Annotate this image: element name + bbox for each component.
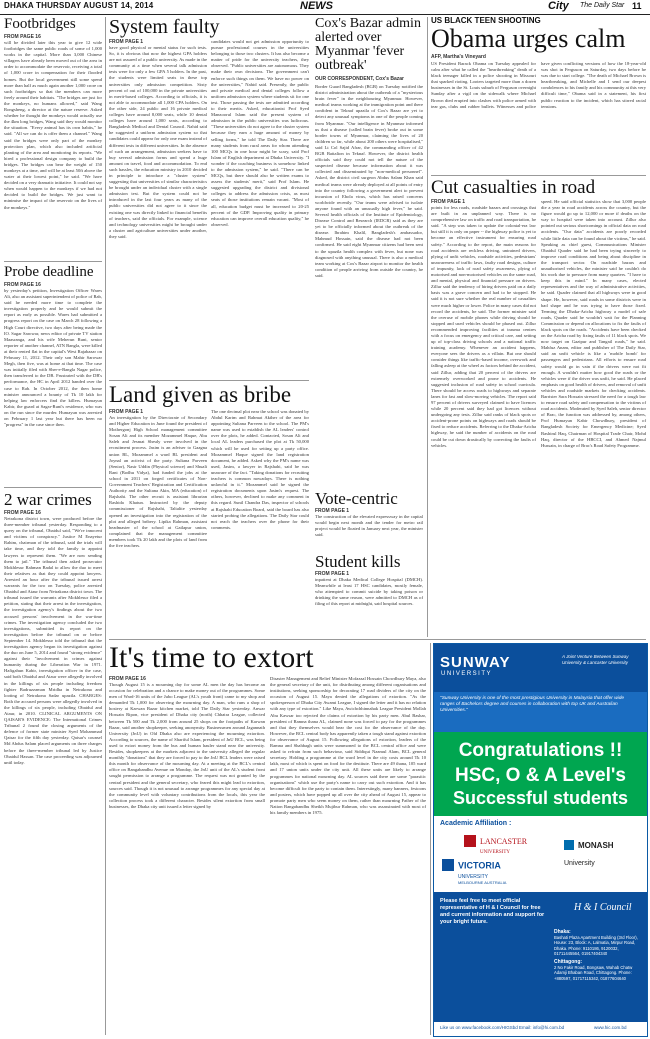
vote-centric-kicker: FROM PAGE 1 — [315, 508, 350, 514]
sunway-logo: SUNWAY — [440, 654, 511, 671]
lancaster-crest-icon — [464, 835, 476, 847]
congrats-headline: HSC, O & A Level's — [455, 765, 626, 786]
victoria-logo — [442, 856, 542, 885]
divider — [431, 175, 646, 176]
system-faulty-article — [109, 17, 309, 377]
ad-header-band — [434, 644, 647, 692]
coxs-bazar-article — [315, 17, 423, 487]
footbridges-body: will be divided later this year to give 12 wide footbridges the same public roads of some of 1,000 works in the capital. More than 3,000 Chinese villagers have already been moved out of the area in order to accommodate the reservoir, receiving a total of 1,000 crore in compensation for their flooded homes. But the local government still some spend more than half as much again another 1,000 crore on such footbridges so that the members can more freely around their habitats. "The bridges are just for the monkeys, no humans allowed," said Wang Rongsheng, a director at the nature reserve. Asked whether he thought the monkeys would actually use the 4km long bridges, Wang said they would monitor the situation. "Every animal has its own habits," he said. "All we can do is offer them a channel." Wang said the bridges were only part of the monkey protection plan, which also included artificial planting of the area and monitoring its reports. "We hired a professional design company to build the bridges. The bridges can bear the weight of 150 monkeys at a time, and will be at least 50ft above the water at their lowest point," he said. "We have decided on a very dramatic initiative. It could not say when would happen to the monkeys if we had not decided to build the bridges. We just want to minimise the impact of the reservoir on the lives of the monkeys." — [4, 40, 102, 210]
cut-casualties-article — [431, 178, 646, 638]
ad-social-link[interactable]: Like us on www.facebook.com/HIGSbd Email: info@hi.com.bd — [440, 1025, 565, 1030]
victoria-location: MELBOURNE AUSTRALIA — [458, 880, 507, 885]
student-kills-kicker: FROM PAGE 1 — [315, 571, 350, 577]
probe-kicker: FROM PAGE 16 — [4, 282, 41, 288]
divider — [4, 261, 102, 262]
land-bribe-kicker: FROM PAGE 1 — [109, 409, 144, 415]
extort-body: Though August 15 is a mourning day for some AL men the day has become an occasion for celebration and a chance to make money out of the programmes. Some men of Ward-16 units of the Jubo League (AL's youth front) came to my shop and demanded Tk 1,000 for observing the mourning day. A man, who runs a shop of hosiery at Karwan Bazar kitchen market, told The Daily Star yesterday. Anwar Hossain Ripon, vice president of Dhaka city (north) Chhatra League, collected between Tk 500 and Tk 2,000 from around 25 shops on the footpaths of Karwan Bazar, said another shopkeeper, seeking anonymity. Businessmen around Jagannath University (JnU) in Old Dhaka also are experiencing the mourning extortion. According to sources, the name of Shariful Islam, president of JnU BCL, was being used to extort money from the bus and human hauler stand near the university. Besides, shopkeepers at the markets adjacent to the university alleged the regular monthly "donations" that they are forced to pay to the JnU BCL leaders were raised this month for observance of the mourning day. At a meeting at the BCL's central office on Bangabandhu Avenue on Monday, the JnU unit of the AL's student front sought permission to arrange a programme. The request was not granted by the central president and the general secretary, who feared this might lead to extortion, sources said. Though it is not unusual to arrange programmes for any special day at the community level with voluntary contributions from the locals, this year the collection process took a different character. Besides silent extortion from small businesses, the Dhaka city unit issued a letter signed by — [109, 682, 265, 809]
student-kills-article — [315, 553, 423, 628]
land-bribe-article — [109, 383, 309, 635]
victoria-name: VICTORIA — [458, 860, 501, 871]
ad-congrats-band — [434, 732, 647, 816]
contact-invitation: Please feel free to meet official representative of H & I Council for free and current information and support for your bright future. — [440, 898, 545, 925]
congrats-text: Congratulations !! — [458, 740, 623, 761]
monash-name: MONASH — [578, 840, 614, 850]
footbridges-kicker: FROM PAGE 16 — [4, 34, 41, 40]
dateline: DHAKA THURSDAY AUGUST 14, 2014 — [4, 1, 154, 10]
vote-centric-article — [315, 490, 423, 552]
divider — [109, 380, 309, 381]
monash-logo — [564, 836, 644, 872]
monash-crest-icon — [564, 840, 574, 850]
system-faulty-title: System faulty — [109, 16, 220, 38]
column-left — [4, 16, 102, 765]
victoria-crest-icon — [442, 859, 454, 871]
sunway-logo-sub: UNIVERSITY — [441, 671, 493, 677]
divider — [4, 487, 102, 488]
lancaster-sub: UNIVERSITY — [480, 850, 510, 855]
obama-article — [431, 17, 646, 172]
section-city: City — [548, 0, 569, 12]
war-crimes-body: Netrakona district town, were produced before the three-member tribunal yesterday. Responding to a query on the tribunal, Obaidul said, "We're innocent and victims of conspiracy." Justice M Enayetur Rahim, chairman of the tribunal, said the trials will take time, and they told the family to appoint lawyers to represent them. "We are now sending them to jail." The tribunal then asked prosecutor Mokhlesur Rahman Badal to allow the duo to meet their relatives as that they could appoint lawyers. Arrested an hour after the tribunal issued arrest warrants for the two on Tuesday, police arrested Obaidul and Ataur from Netrakona district town. The tribunal issued the warrants after Mokhlesur filed a petition, stating that their arrest in the investigation, the investigation agency's findings about the two accused persons' involvement in the war-time crimes. The investigation agency concluded the two investigations, submitted its report on the investigation before the tribunal on or before September 14. Mokhlesur told the tribunal that the investigation agency began its investigation against the duo on June 5, 2014 and found "strong evidence" against their "involvement in crimes against humanity during the Liberation War in 1971. Hafigahun Kabir, investigation officer in the case, said both Obaidul and Ataur were allegedly involved in the killings of six people including freedom fighter Badruzzaman Mridha in Netrakona and looting of Netrakona Sadar upazila. CHARGES: Both the accused persons were allegedly involved in the killings of six people, including Obaidul and Ataur, in 2010. CLINICAL ARGUMENTS ON QAISAR'S EVIDENCE: The International Crimes Tribunal 2 found the closing arguments of the defence of former state minister Syed Mohammad Qaisar for the fifth day yesterday. Qaisar's counsel Md Abdus Salam placed arguments on three charges before the three-member tribunal led by Justice Obaidul Hassan. The case proceeding was adjourned until today. — [4, 516, 102, 765]
student-kills-title: Student kills — [315, 552, 401, 571]
sunway-advertisement — [433, 643, 648, 1037]
column-rule — [105, 17, 106, 1035]
probe-body: by yesterday's petition, Investigation Officer Wares Ali, also an assistant superintendent of police of Rab, said he needed more time to complete the investigation properly and he would submit the report as early as possible. Wares had submitted a progress report on the case on March 28 following a High Court directive, two days after being made the IO. Sagar Sarowar, news editor of private TV station Maasranga, and his wife Meherun Runi, senior reporter of another channel, ATN Bangla, were killed at their rented flat in the capital's West Rajabazar on February 11, 2012. Their only son Mahir Sarowar Megh, then five, was at home at that time. The case was initially filed with Sher-e-Bangla Nagar police, then transferred to the DB. Frustrated with the DB's performance, the HC in April 2012 handed over the case to Rab. In October 2012, the then home minister announced a bounty of Tk 10 lakh for helping law enforcers find the killers. Humayun Kabir, the guard at Sagar-Runi's residence, who was on the run since the murder. Humayun was arrested on February 1 last year but there has been no "progress" in the case since then. — [4, 288, 102, 428]
coxs-bazar-byline: OUR CORRESPONDENT, Cox's Bazar — [315, 76, 404, 82]
page-number: 11 — [632, 1, 642, 11]
land-bribe-title: Land given as bribe — [109, 382, 292, 407]
hi-council-logo: H & I Council — [574, 902, 632, 913]
land-bribe-body: An investigation by the Directorate of Secondary and Higher Education in June found the president of Mothergonj High School management committee Sosan Ali and its member Mozammel Haque, Abu Saleh and Jesmat Sheuly were involved in the recruitment process. Jasim is an adviser to Gaagna union BL, Mozammel a ward BL president and Joynal an activist of the party. Sultana Parveen (Senior), Nasir Uddin (Physical science) and Shuali Rani (Bodhu Vidya), had funded the jobs at the school in 2011 on forged certificates of Non-Government Teachers' Registration and Certification Authority and the Sultana Akin, MA (education) of Rajshahi. The other recruit is assistant librarian Rashida Khatun. Instructed by the deputy commissioner of Rajshahi, Taltalite yesterday opened an investigation into the registration of the plot and alleged bribery. Lipika Rahman, assistant headmaster of the school at Gailapur union, complained that the management committee members took Tk 20 lakh and the plots of land from the five teachers. — [109, 415, 207, 548]
probe-title: Probe deadline — [4, 264, 94, 280]
cut-casualties-kicker: FROM PAGE 1 — [431, 199, 466, 205]
column-rule — [430, 643, 431, 1035]
obama-body: US President Barack Obama on Tuesday appealed for calm after what he called the "heartbreaking" death of a black teenager killed in a police shooting in Missouri that sparked rioting. Looters targeted more than a dozen businesses in the St. Louis suburb of Ferguson overnight Sunday after a vigil on the sidewalk where Michael Brown died erupted into clashes with police armed with tear gas, clubs and rubber bullets. Witnesses and police have given conflicting versions of how the 18-year-old was shot in Ferguson on Saturday, two days before he was due to start college. "The death of Michael Brown is heartbreaking, and Michelle and I send our deepest condolences to his family and his community at this very difficult time," Obama said in a statement, his first public reaction to the incident, which has stirred racial tensions. — [431, 61, 646, 109]
obama-kicker: US BLACK TEEN SHOOTING — [431, 16, 541, 25]
ad-footer — [434, 1022, 647, 1036]
chittagong-label: Chittagong: — [554, 959, 583, 966]
dhaka-office — [554, 930, 644, 981]
cut-casualties-body: points for less roads, roadside bazars and crossings that are built in an unplanned way. There is no comprehensive law on traffic and road transportation, he said. "A step was taken to update the colonial-era law but still it is only on paper -- the highway police is yet to become an effective instrument for ensuring road safety." According to the report, the main reasons for road accidents are reckless driving, untrained drivers, plying of unfit vehicles, roadside activities, pedestrians' unawareness of traffic laws, faulty road designs, culture of impunity, lack of road safety awareness, plying of motorised and non-motorised vehicles on the same road, and mental, physical and financial pressure on drivers. Zillur said the tendency of hiring drivers paid on a daily basis was a grave concern and had to be stopped. He said it is not sure whether the real number of casualties were much higher or lower. Police in many cases did not record the accidents, he said. The former minister said the overuse of mobile phones while driving should be stopped and used vehicles should be phased out. Zillur recommended improving facilities at trauma centres with a focus on emergency and critical care, and setting up of top-class driving schools and a national traffic training academy. Whenever an accident happens, everyone sees the drivers as a villain. But one should consider things like traffic-based income, overwork and falling asleep at the wheel as factors behind the accident, said Zillur, adding that 20 percent of the drivers are extremely overworked and prone to accidents. He suggested inclusion of road safety in school curricula. There should be access roads to highways and separate lanes for fast and slow-moving vehicles. The report said 97 percent of drivers surveyed claimed to have licences while 20 percent said they had got licences without undergoing any tests. Zillur said ranks of black spots or accident-prone points on highways and roads should be fixed to reduce accidents. Referring to the Dhaka-Aricha highway, he said the number of accidents on the road could be cut down drastically by correcting the faults of vehicles. — [431, 205, 536, 448]
page-header — [0, 0, 650, 15]
vote-centric-body: The construction of the elevated expressway in the capital would begin next month and the tender for metro rail project would be floated in January next year, the minister said. — [315, 514, 423, 538]
footbridges-title: Footbridges — [4, 16, 76, 32]
dhaka-label: Dhaka: — [554, 929, 571, 935]
student-kills-body: inpatient at Dhaka Medical College Hospital (DMCH). Meanwhile at least 17 HSC candidates, mostly female, who attempted to commit suicide by taking poison or drinking the same reason, were admitted to DMCH as of filing of this report at midnight, said hospital sources. — [315, 577, 423, 607]
monash-sub: University — [564, 859, 595, 867]
victoria-sub: UNIVERSITY — [458, 874, 489, 880]
land-bribe-body-cont: The one decimal plot near the school was donated by Abdul Karim and Rahmat Akther of the area for appointing Sultana Parveen to the school. The PM's name was used to establish the AL leaders' control over the plots, he added. Contacted, Sosan Ali and local AL leaders purchased the plot at Tk 50,000 which will be used for setting up a party office. Mozammel Haque signed the land registration document, he added. Asked why the PM's name was used, Jasim, a lawyer in Rajshahi, said he was unaware of the fact. "Taking donations for recruiting teachers is common nowadays. There is nothing unlawful in it." Mozammel said he signed the registration documents upon Jasim's request. The others, however, declined to make any comment in this regard. Sunil Chandra Das, inspector of schools at Rajshahi Education Board, said the board has also started probing the allegations. The Daily Star could not reach the teachers over the phone for their comments. — [211, 409, 309, 530]
system-faulty-kicker: FROM PAGE 1 — [109, 39, 144, 45]
coxs-bazar-body: Border Guard Bangladesh (BGB) on Tuesday notified the district administration about the outbreak of a "mysterious brain fever" in the neighbouring Myanmar. However, medical teams working at the immigration point and there confident in Teknaf upazila of Cox's Bazar are yet to detect any unusual symptoms in one of the people coming from Myanmar. "Our intelligence in Myanmar informed us that a disease (called brain fever) broke out in some border towns of Myanmar, claiming the lives of 20 children so far, while about 200 others were hospitalised," said Lt Col Sajid Afrar, the commanding officer of 42 BGB Battalion in Teknaf. However, the district health officials said they could not tell the nature of the suspected disease because information about it was collected and disseminated by "non-medical personnel". Asked, the district civil surgeon Abdus Salam Khan said medical teams were already deployed at all points of entry into the country following a government alert to prevent incursion of Ebola virus, which has raised concerns worldwide recently. "Our teams were advised to isolate anyone found with an unusually high fever," he said. Several health officials of the Institute of Epidemiology, Disease Control and Research (IEDCR) said as they are yet to be officially informed about the outbreak of the disease. Ibrahim Khalil, Bangladesh's ambassador, Mahmud Hossain, said the disease had not been confirmed. He said eight Myanmar citizens had been sent to the upazila health complex with fever, but none was diagnosed with anything unusual. There is also a medical team working at Cox's Bazar airport to monitor the health condition of people arriving from outside the country, he said. — [315, 84, 423, 278]
dhaka-address: Bashati Plaza Apartment Building (3rd Floor), House: 23, Block: A, Lalmatia, Mirpur Road, Dhaka. Phone: 9110186, 9120032, 01711445564, 01917404340 — [554, 935, 638, 956]
divider — [109, 639, 646, 640]
cut-casualties-title: Cut casualties in road — [431, 177, 596, 198]
war-crimes-title: 2 war crimes — [4, 490, 92, 509]
masthead-brand: The Daily Star — [580, 2, 625, 9]
lancaster-name: LANCASTER — [480, 836, 528, 846]
coxs-bazar-title: Cox's Bazar admin alerted over Myanmar 'fever outbreak' — [315, 16, 421, 73]
extort-title: It's time to extort — [109, 641, 314, 674]
system-faulty-body-cont: candidates would not get admission opportunity to pursue professional courses in the universities belonging to those two clusters. It has also become a matter of pride for the university teachers, they observed. "Public universities are autonomous. They make their own decisions. The government can't enforce such things on them. We have no power on the universities," Nahid said. Presently, the public and private medical and dental colleges follow a uniform admission system where students sit for one test. Those passing the tests are admitted according to their merits. Asked, educationist Prof Syed Manzoorul Islam said the present system of admission in the public universities was ludicrous. "These universities do not agree to the cluster system because they earn a huge amount of money by selling forms," he told The Daily Star. There are many students from rural areas for whom attending 100 MCQs in one hour might be scary, said Prof Islam of English department at Dhaka University. "I wonder if the coaching business is somehow linked to the admission system," he said. "There can be MCQs, but there should also be written exams to assess the students' merit," said Prof Islam. He suggested upgrading the district and divisional colleges to address the admission crisis, as most seats of those institutions remain vacant. "Most of all, education budget must be increased to 20-25 percent of the GDP. Improving quality in primary education can improve overall education quality," he observed. — [211, 39, 309, 227]
cut-casualties-body-cont: speed. He said official statistics show that 3,000 people die a year in road accidents across the country, but the figure would go up to 12,000 or more if deaths on the way to hospital were taken into account. Zillur also pointed out serious shortcomings in official data on road accidents. "Our data" accidents are poorly recorded while little data can be found about the victims," he said. Speaking as chief guest, Communications Minister Obaidul Quader said he had been trying sincerely to improve road conditions and being about discipline in the transport sector. On roadside bazars and unauthorised vehicles, the minister said he couldn't do his work due to pressure from many quarters. "I have to keep this in mind." In many cases, elected representatives and the way of administrative activities, he said. Quader claimed that all highways were in good shape. He, however, said roads in some districts were in bad shape and he was trying to have those fixed. Terming the Dhaka-Aricha highway a model of safe roads, Quader said he wouldn't wait for the Planning Commission or depend on allocations to fix the faults of black spots on the roads. "Accidents have been checked on the Aricha road by fixing faults of 11 black spots. We now target on Gazipur and Tangail roads," he said. Mahfuz Anam, editor and publisher of The Daily Star, said an unfit vehicle is like a 'mobile bomb' for passengers and pedestrians. All efforts to ensure road safety would go in vain if the drivers were not fit enough. A wouldn't matter how good the roads or the vehicles were if the driver was unfit, he said. He placed emphasis on good health of drivers, and removal of unfit vehicles and roadside markets for checking accidents. Barrister Sara Hossain stressed the need for a tough law to ensure road safety and compensation to the victims of road accidents. Moderated by Syed Saleh, senior director of Brac, the function was addressed by, among others, Prof Humayun Kabir Chowdhury, president of Bangladesh Society for Emergency Medicine; Syed Bashirul Haq, Chairman of Hospital Trade Chair, Mohd Haq, director of the HBCCI, and Ahmed Najmul Hussain, in charge of Brac's Road Safety Programme. — [541, 199, 646, 448]
sunway-tagline: A Joint Venture Between Sunway University & Lancaster University — [562, 654, 629, 665]
congrats-headline2: Successful students — [452, 788, 629, 808]
extort-article — [109, 643, 427, 1035]
section-news: NEWS — [300, 0, 333, 12]
obama-byline: AFP, Martha's Vineyard — [431, 54, 486, 60]
obama-title: Obama urges calm — [431, 24, 626, 53]
system-faulty-body: have good physical or mental status for such tests. So, it is obvious that now the highest GPA holders are not assured of a public university. As made in the community at a time when several talk admission tests were for only a few GPA 5 holders. In the past, the students were limited seats in these top universities only admission competition. Sixty percent of out of 100,000 in the private universities in merit-based colleges. According to officials, it is not able to accommodate all 1,000 CPA holders. On the other side, 24 public and 16 private medical colleges have around 8,000 seats, while 10 dental colleges have around 1,000 seats, according to Bangladesh Medical and Dental Council. Nahid said he suggested a uniform admission system so that candidates could appear for only one exam instead of different tests in different universities. In the absence of such an arrangement, admission seekers have to buy several admission forms and spend a huge amount on travel, food and accommodation. To end such hassles, the education ministry in 2010 decided in principle to introduce a "cluster system" suggesting that universities of similar characteristics be brought under an individual cluster with a single admission test. But the system could not be introduced in the last four years as many of the public universities did not agree to it since the existing one was directly linked to financial benefits of teachers, said the officials. For example, science and technology universities might be brought under a cluster and agriculture universities under another, they said. — [109, 45, 207, 239]
lancaster-logo — [464, 832, 534, 855]
vote-centric-title: Vote-centric — [315, 489, 398, 508]
extort-body-cont: Disaster Management and Relief Minister Mofazzal Hossain Chowdhury Maya, also the general secretary of the unit, for distributing among different organisations and institutions, seeking sponsorship for decorating 17 road dividers of the city on the occasion of August 15. Maya denied the allegations of extortion. "As the spokesperson of Dhaka City Awami League, I signed the letter and it has no relation with any type of extortion." Like Maya, Awichchhinnahak League President Mollah Abu Kawsar too rejected the claims of extortion by his party men. Abul Bashar, president of Ramna thana AL, claimed none was forced to pay for the programmes and that they themselves would bear the cost for the observance of the day. However, the BCL central body has apparently taken a tough stand against extortion for observance of August 15. Following allegations of extortion, leaders of the Ramna and Shahbagh units were summoned to the BCL central office and were asked to refrain from such behaviour, said Siddiqui Nazmul Alam, BCL general secretary. Holding a programme at the ward level in the city costs around Tk 10 lakh, most of which is spent on food for the destitute. There are 49 thana, 105 ward and 17 union units under the city unit. All these units are likely to arrange programmes for national mourning day. AL sources said there are some "parasitic organisations" which use the party's name to carry out such extortion. And it has become difficult for the party to contain them. Interestingly, many banners, festoons and posters, which have popped up all over the city ahead of August 15, appear to promote party men who seem money on them, rather than mourning Father of the Nation Bangabandhu Sheikh Mujibur Rahman, who was assassinated with most of his family members in 1975. — [270, 676, 426, 816]
ad-website-link[interactable]: www.hic.com.bd — [594, 1025, 627, 1030]
chittagong-address: 2 No Fakir Road, Bongsaw, Wahab Chatw Adamji Bhaban Road, Chittagong. Phone: +880597, 01717115342, 01877604640 — [554, 965, 633, 981]
ad-contact-band — [434, 892, 647, 1022]
sunway-quote: "Sunway University is one of the most prestigious University in Malaysia that offer wide ranges of Bachelors degree and courses in collaboration with top UK and Australian Universities." — [440, 696, 625, 713]
ad-quote-band — [434, 692, 647, 732]
war-crimes-kicker: FROM PAGE 16 — [4, 510, 41, 516]
academic-affiliation-label: Academic Affiliation : — [440, 820, 512, 827]
column-rule — [427, 17, 428, 637]
extort-kicker: FROM PAGE 16 — [109, 676, 146, 682]
